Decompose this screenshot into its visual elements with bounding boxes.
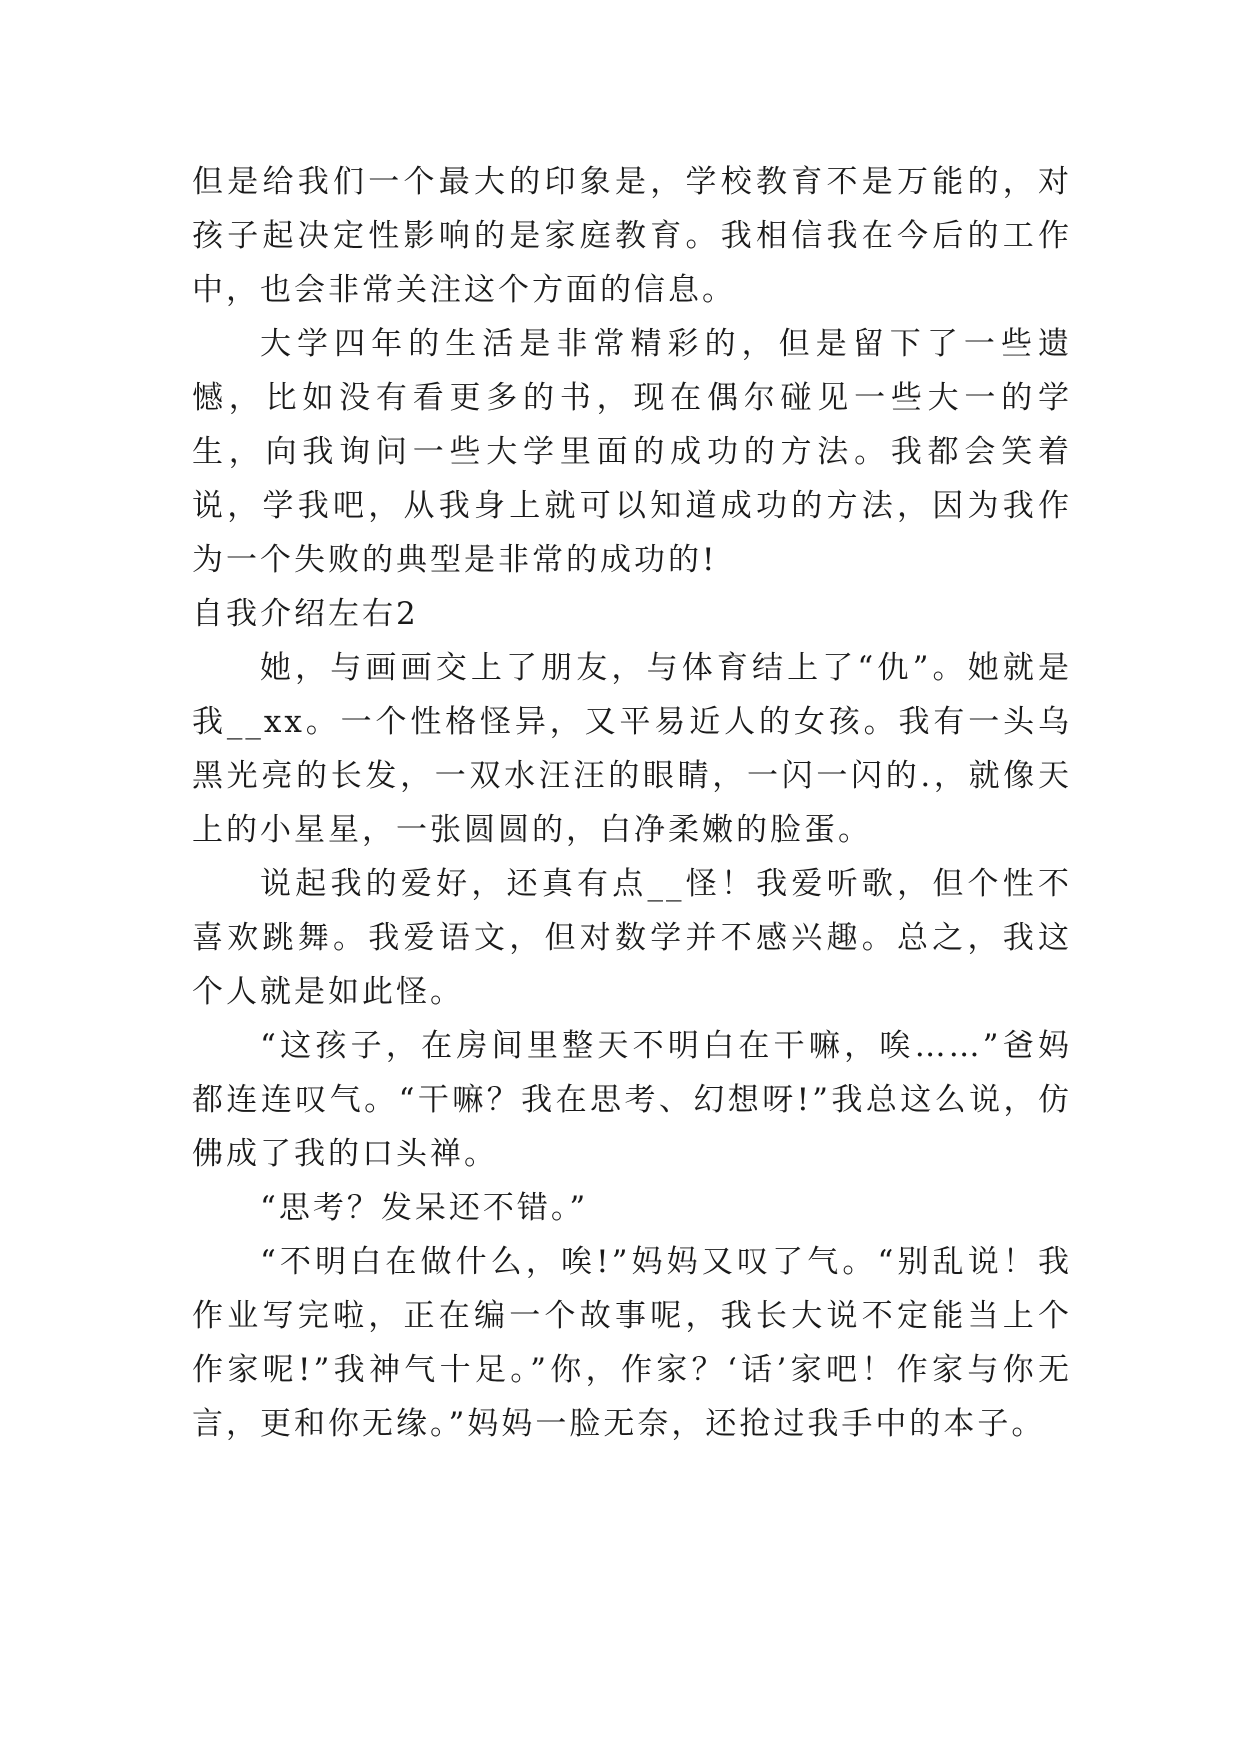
document-body xyxy=(192,155,1072,1451)
paragraph-2: 大学四年的生活是非常精彩的，但是留下了一些遗憾，比如没有看更多的书，现在偶尔碰见一些大一的学生，向我询问一些大学里面的成功的方法。我都会笑着说，学我吧，从我身上就可以知道成功的方法，因为我作为一个失败的典型是非常的成功的! xyxy=(192,326,1072,578)
paragraph-6: “思考？发呆还不错。” xyxy=(260,1190,589,1226)
paragraph-3: 她，与画画交上了朋友，与体育结上了“仇”。她就是我__xx。一个性格怪异，又平易近人的女孩。我有一头乌黑光亮的长发，一双水汪汪的眼睛，一闪一闪的.，就像天上的小星星，一张圆圆的，白净柔嫩的脸蛋。 xyxy=(192,650,1072,848)
paragraph-1: 但是给我们一个最大的印象是，学校教育不是万能的，对孩子起决定性影响的是家庭教育。我相信我在今后的工作中，也会非常关注这个方面的信息。 xyxy=(192,164,1072,308)
paragraph-4: 说起我的爱好，还真有点__怪！我爱听歌，但个性不喜欢跳舞。我爱语文，但对数学并不感兴趣。总之，我这个人就是如此怪。 xyxy=(192,866,1072,1010)
section-heading: 自我介绍左右2 xyxy=(192,596,419,632)
paragraph-7: “不明白在做什么，唉!”妈妈又叹了气。“别乱说！我作业写完啦，正在编一个故事呢，我长大说不定能当上个作家呢!”我神气十足。”你，作家？‘话’家吧！作家与你无言，更和你无缘。”妈妈一脸无奈，还抢过我手中的本子。 xyxy=(192,1244,1072,1442)
paragraph-5: “这孩子，在房间里整天不明白在干嘛，唉……”爸妈都连连叹气。“干嘛？我在思考、幻想呀!”我总这么说，仿佛成了我的口头禅。 xyxy=(192,1028,1072,1172)
